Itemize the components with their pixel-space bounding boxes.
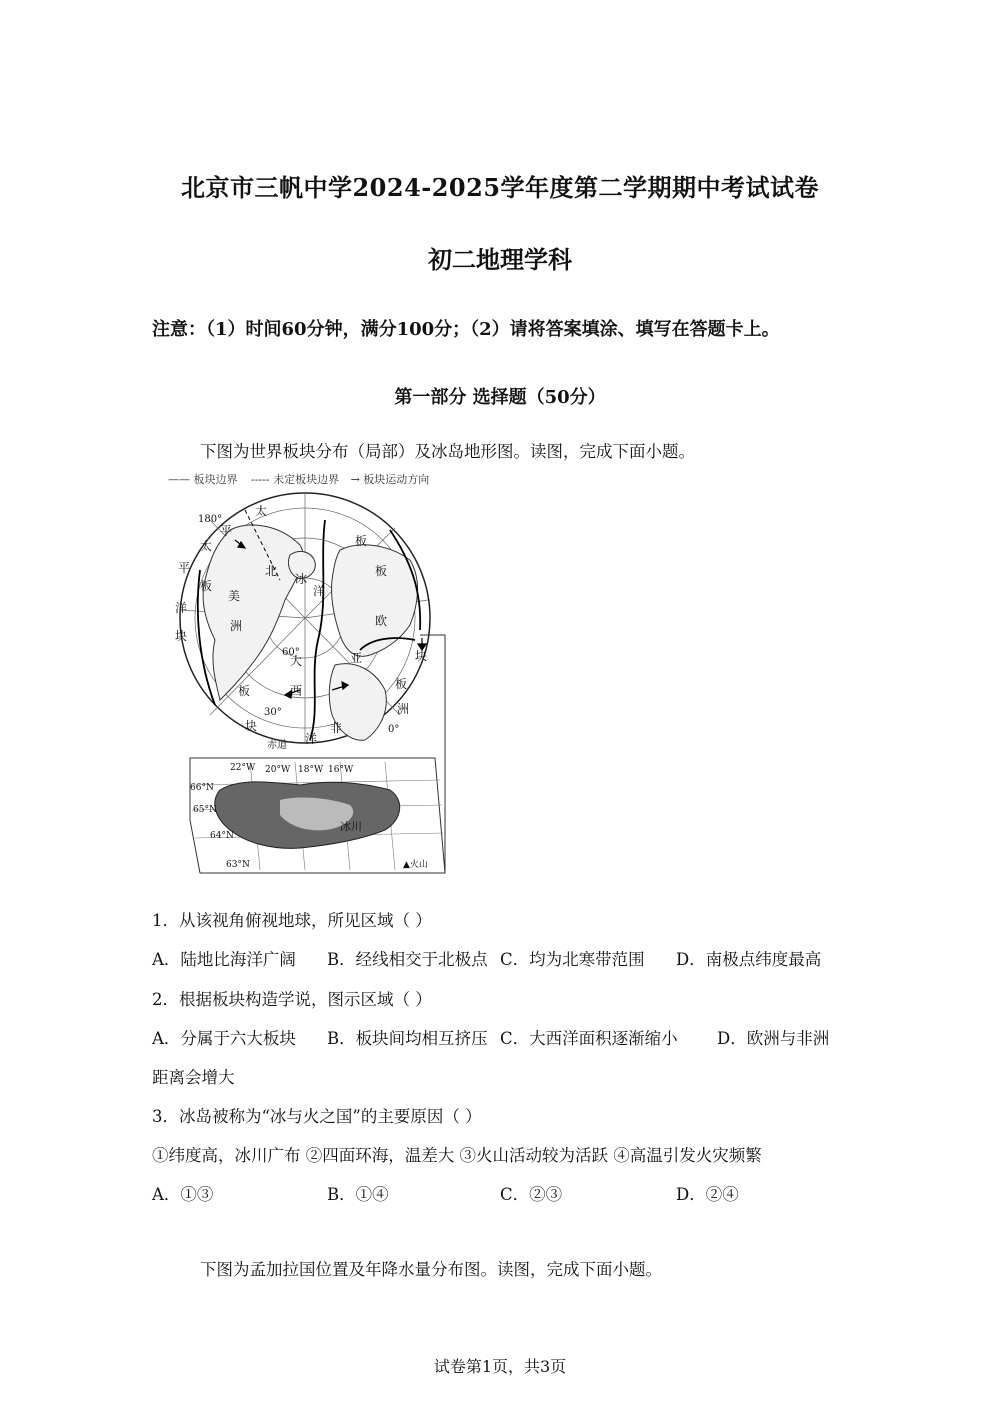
question-3-options [0, 1181, 1000, 1205]
q1-option-b[interactable]: B．经线相交于北极点 [327, 950, 488, 969]
iceland-inset [190, 758, 445, 873]
map-label: 非 [330, 721, 343, 735]
iceland-lat-label: 63°N [226, 860, 250, 870]
q2-option-b[interactable]: B．板块间均相互挤压 [327, 1029, 488, 1048]
q2-option-d[interactable]: D．欧洲与非洲 [717, 1029, 830, 1048]
q3-option-a[interactable]: A．①③ [152, 1185, 214, 1204]
map-label: 洋 [305, 732, 318, 746]
map-label: 洋 [175, 601, 188, 615]
subject-title: 初二地理学科 [428, 245, 572, 274]
map-label: 太 [200, 539, 213, 553]
map-label: 洲 [397, 702, 410, 716]
map-label: 美 [228, 589, 241, 603]
exam-notice: 注意：（1）时间60分钟，满分100分；（2）请将答案填涂、填写在答题卡上。 [152, 319, 780, 340]
map-label: 块 [245, 719, 258, 733]
iceland-lon-label: 20°W [265, 765, 291, 775]
map-label: 洋 [313, 584, 326, 598]
q1-option-c[interactable]: C．均为北寒带范围 [500, 950, 645, 969]
iceland-lon-label: 22°W [230, 763, 256, 773]
section-heading: 第一部分 选择题（50分） [394, 387, 606, 408]
q3-option-c[interactable]: C．②③ [500, 1185, 563, 1204]
map-label: 板 [395, 677, 408, 691]
map-legend [168, 471, 429, 487]
plate-map-figure [160, 490, 455, 880]
q1-option-d[interactable]: D．南极点纬度最高 [676, 950, 822, 969]
page-title: 北京市三帆中学2024-2025学年度第二学期期中考试试卷 [180, 173, 820, 202]
map-degree-label: 60° [282, 647, 300, 658]
map-label: 大 [290, 654, 303, 668]
map-label: 板 [200, 579, 213, 593]
question-3-stem: 3．冰岛被称为“冰与火之国”的主要原因（ ） [152, 1107, 482, 1126]
map-label: 平 [178, 561, 191, 575]
map-degree-label: 赤道 [267, 740, 287, 751]
map-label: 平 [220, 524, 233, 538]
map-label: 块 [175, 629, 188, 643]
intro-text-1: 下图为世界板块分布（局部）及冰岛地形图。读图，完成下面小题。 [200, 442, 695, 461]
map-label: 板 [375, 564, 388, 578]
intro-text-2: 下图为孟加拉国位置及年降水量分布图。读图，完成下面小题。 [200, 1260, 662, 1279]
question-2-options [0, 1025, 1000, 1049]
map-label: 冰 [295, 572, 308, 586]
map-label: 块 [415, 649, 428, 663]
map-label: 北 [265, 564, 278, 578]
map-degree-label: 180° [198, 514, 223, 525]
map-label: 西 [290, 684, 303, 698]
question-1-stem: 1．从该视角俯视地球，所见区域（ ） [152, 911, 432, 930]
map-label: 洲 [230, 619, 243, 633]
plate-map-svg [160, 490, 455, 880]
q3-option-d[interactable]: D．②④ [676, 1185, 739, 1204]
map-label: 板 [238, 684, 251, 698]
iceland-lon-label: 16°W [328, 765, 354, 775]
page-footer: 试卷第1页，共3页 [433, 1357, 567, 1376]
iceland-volcano-legend: ▲火山 [403, 860, 428, 870]
map-label: 板 [355, 534, 368, 548]
q2-option-c[interactable]: C．大西洋面积逐渐缩小 [500, 1029, 678, 1048]
iceland-lon-label: 18°W [298, 765, 324, 775]
legend-undetermined: ----- 未定板块边界 [251, 473, 340, 486]
map-label: 太 [255, 504, 268, 518]
iceland-lat-label: 66°N [190, 783, 214, 793]
map-label: 亚 [350, 651, 363, 665]
map-degree-label: 30° [264, 707, 282, 718]
question-3-items: ①纬度高，冰川广布 ②四面环海，温差大 ③火山活动较为活跃 ④高温引发火灾频繁 [152, 1146, 762, 1165]
question-1-options [0, 946, 1000, 970]
q1-option-a[interactable]: A．陆地比海洋广阔 [152, 950, 296, 969]
map-label: 欧 [375, 614, 388, 628]
iceland-glacier-label: 冰川 [340, 820, 362, 833]
q3-option-b[interactable]: B．①④ [327, 1185, 389, 1204]
iceland-lat-label: 64°N [210, 831, 234, 841]
iceland-lat-label: 65°N [193, 805, 217, 815]
legend-boundary: —— 板块边界 [168, 473, 238, 486]
legend-direction: → 板块运动方向 [350, 473, 430, 486]
map-degree-label: 0° [388, 724, 400, 735]
q2-option-a[interactable]: A．分属于六大板块 [152, 1029, 296, 1048]
q2-option-d-continued: 距离会增大 [152, 1068, 235, 1087]
question-2-stem: 2．根据板块构造学说，图示区域（ ） [152, 990, 432, 1009]
